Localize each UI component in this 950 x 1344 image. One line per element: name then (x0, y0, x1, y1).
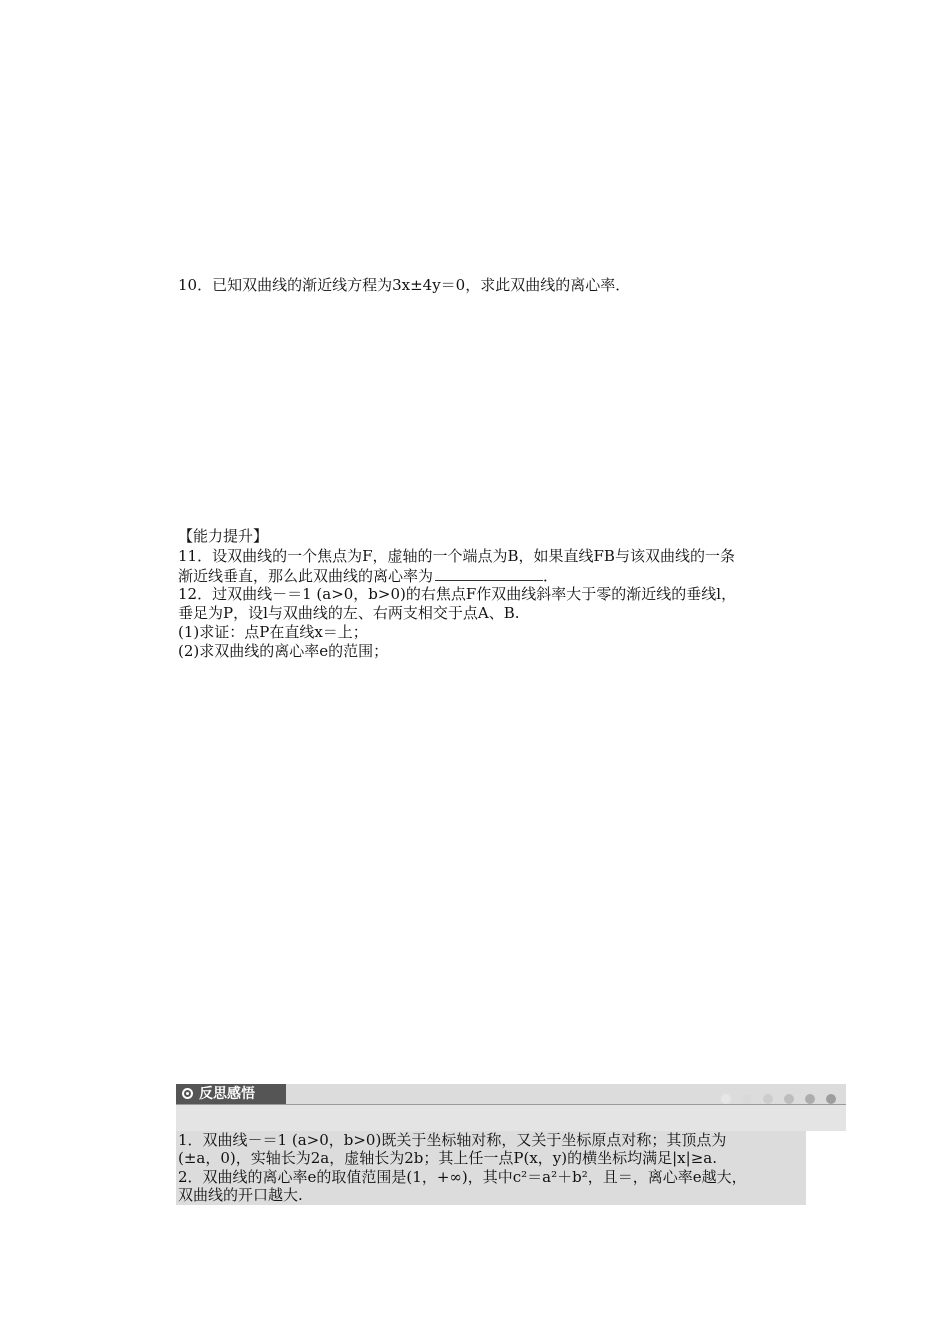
reflection-line-2: (±a，0)，实轴长为2a，虚轴长为2b；其上任一点P(x，y)的横坐标均满足|x|≥a. (178, 1149, 717, 1167)
question-12-part-1: (1)求证：点P在直线x＝上； (178, 623, 368, 641)
answer-blank[interactable] (435, 566, 543, 581)
decorative-dot (721, 1094, 731, 1104)
question-11-text: 渐近线垂直，那么此双曲线的离心率为 (178, 567, 434, 585)
reflection-title: 反思感悟 (199, 1086, 255, 1102)
question-11-end: ． (543, 567, 559, 585)
question-11-line-1: 11．设双曲线的一个焦点为F，虚轴的一个端点为B，如果直线FB与该双曲线的一条 (178, 547, 735, 565)
question-12-line-2: 垂足为P，设l与双曲线的左、右两支相交于点A、B. (178, 604, 520, 622)
question-12-line-1: 12．过双曲线－＝1 (a>0，b>0)的右焦点F作双曲线斜率大于零的渐近线的垂线l， (178, 585, 737, 603)
circle-dot-icon (182, 1088, 193, 1099)
decorative-dot (784, 1094, 794, 1104)
reflection-line-4: 双曲线的开口越大. (178, 1186, 303, 1204)
section-title-ability: 【能力提升】 (178, 527, 269, 545)
reflection-tab (176, 1084, 286, 1104)
decorative-dot (805, 1094, 815, 1104)
reflection-body (176, 1131, 806, 1205)
decorative-dot (742, 1094, 752, 1104)
decorative-dot (763, 1094, 773, 1104)
decorative-dots (710, 1089, 836, 1099)
question-10: 10．已知双曲线的渐近线方程为3x±4y＝0，求此双曲线的离心率． (178, 276, 631, 294)
question-12-part-2: (2)求双曲线的离心率e的范围； (178, 642, 389, 660)
question-11-line-2 (178, 566, 558, 586)
reflection-band (176, 1105, 846, 1131)
reflection-line-1: 1．双曲线－＝1 (a>0，b>0)既关于坐标轴对称，又关于坐标原点对称；其顶点为 (178, 1131, 727, 1149)
reflection-line-3: 2．双曲线的离心率e的取值范围是(1，+∞)，其中c²＝a²＋b²，且＝，离心率e越大， (178, 1168, 747, 1186)
decorative-dot (826, 1094, 836, 1104)
reflection-header-bar (176, 1084, 846, 1105)
